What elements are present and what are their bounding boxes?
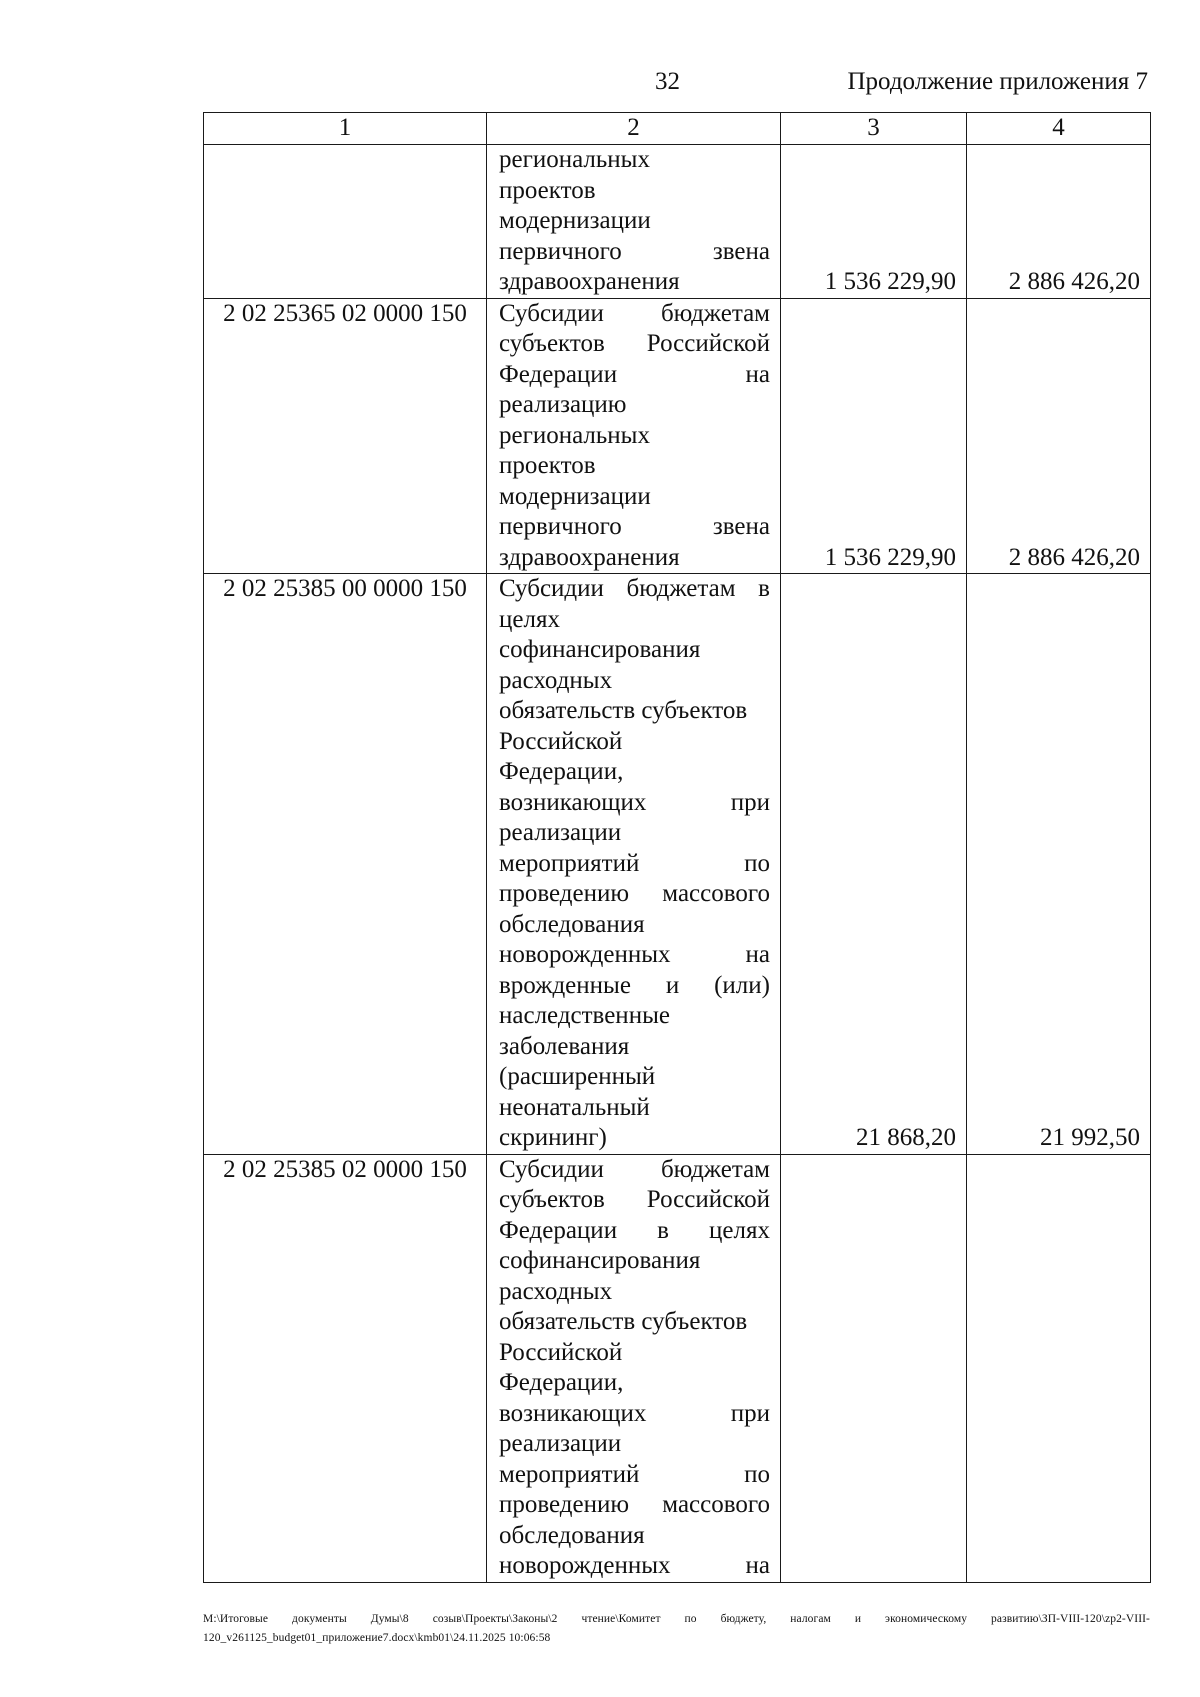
description-word: звена — [712, 513, 770, 540]
description-line — [499, 299, 770, 330]
description-line: Федерации, — [499, 758, 624, 785]
description-line: обязательств субъектов — [499, 697, 748, 724]
column-header: 4 — [967, 113, 1151, 145]
amount-cell-col3 — [781, 1154, 967, 1582]
column-header: 3 — [781, 113, 967, 145]
description-line: целях — [499, 605, 560, 633]
description-line: (расширенный — [499, 1063, 656, 1090]
description-line — [499, 879, 770, 910]
description-line: наследственные — [499, 1002, 670, 1029]
description-line: Российской — [499, 727, 623, 755]
description-word: Федерации — [499, 1216, 618, 1244]
description-line — [499, 512, 770, 543]
description-line: Федерации, — [499, 1369, 624, 1396]
budget-code-cell — [204, 145, 487, 299]
description-line: обследования — [499, 910, 645, 938]
description-word: Субсидии — [499, 575, 604, 602]
description-word: возникающих — [499, 1399, 647, 1427]
description-line — [499, 849, 770, 880]
description-cell — [487, 1154, 781, 1582]
column-header: 1 — [204, 113, 487, 145]
description-line: реализацию — [499, 391, 627, 418]
description-line: обязательств субъектов — [499, 1308, 748, 1335]
description-line — [499, 971, 770, 1002]
description-line — [499, 1216, 770, 1247]
description-line: региональных — [499, 421, 650, 449]
amount-cell-col4: 2 886 426,20 — [967, 145, 1151, 299]
description-word: бюджетам — [660, 1155, 770, 1183]
description-word: новорожденных — [499, 1552, 671, 1579]
description-word: возникающих — [499, 788, 647, 816]
description-word: первичного — [499, 237, 622, 265]
description-word: массового — [662, 880, 770, 907]
description-word: на — [745, 1552, 770, 1579]
description-word: при — [730, 788, 770, 816]
table-row — [204, 145, 1151, 299]
description-line: реализации — [499, 819, 622, 846]
description-word: в — [657, 1216, 669, 1244]
amount-cell-col4: 2 886 426,20 — [967, 298, 1151, 574]
description-line — [499, 574, 770, 605]
description-line: реализации — [499, 1430, 622, 1457]
description-word: при — [730, 1399, 770, 1427]
description-word: мероприятий — [499, 849, 640, 877]
description-line — [499, 237, 770, 268]
description-word: (или) — [714, 971, 770, 999]
description-cell — [487, 298, 781, 574]
description-line — [499, 940, 770, 971]
description-line — [499, 1551, 770, 1582]
amount-cell-col3: 1 536 229,90 — [781, 145, 967, 299]
description-line — [499, 788, 770, 819]
description-word: врожденные — [499, 971, 631, 999]
description-line: региональных — [499, 146, 650, 173]
description-word: первичного — [499, 513, 622, 540]
description-word: на — [745, 941, 770, 968]
description-cell — [487, 145, 781, 299]
description-word: по — [744, 849, 770, 877]
budget-code-cell: 2 02 25365 02 0000 150 — [204, 298, 487, 574]
description-word: Федерации — [499, 360, 618, 388]
description-line: расходных — [499, 1277, 613, 1305]
description-word: и — [665, 971, 680, 999]
description-word: Российской — [646, 1186, 770, 1213]
description-word: Субсидии — [499, 1155, 604, 1183]
budget-table — [203, 112, 1151, 1583]
description-line: Российской — [499, 1338, 623, 1366]
table-body — [204, 145, 1151, 1583]
description-line — [499, 1490, 770, 1521]
description-cell — [487, 574, 781, 1155]
description-word: по — [744, 1460, 770, 1488]
description-word: массового — [662, 1491, 770, 1518]
description-word: бюджетам — [660, 299, 770, 327]
description-word: звена — [712, 237, 770, 265]
description-word: бюджетам — [626, 575, 736, 602]
description-line: расходных — [499, 666, 613, 694]
description-word: целях — [709, 1216, 770, 1244]
page-number: 32 — [655, 68, 680, 95]
description-line: софинансирования — [499, 1247, 701, 1274]
description-word: проведению — [499, 1491, 630, 1518]
description-word: мероприятий — [499, 1460, 640, 1488]
table-row — [204, 574, 1151, 1155]
description-word: в — [758, 575, 770, 602]
table-row — [204, 1154, 1151, 1582]
description-word: проведению — [499, 880, 630, 907]
description-line: здравоохранения — [499, 543, 680, 571]
description-line: обследования — [499, 1521, 645, 1549]
description-word: на — [745, 360, 770, 388]
description-word: Российской — [646, 330, 770, 357]
document-file-path: M:\Итоговые документы Думы\8 созыв\Проекты\Законы\2 чтение\Комитет по бюджету, налогам и экономическому развитию\ЗП-VIII-120\zp2-VIII-120_v261125_budget01_приложение7.docx\kmb01\24.11.2025 10:06:58 — [203, 1613, 1150, 1644]
description-word: Субсидии — [499, 299, 604, 327]
table-row — [204, 298, 1151, 574]
description-line: неонатальный — [499, 1093, 650, 1121]
description-line: скрининг) — [499, 1124, 607, 1151]
table-header-row — [204, 113, 1151, 145]
amount-cell-col3: 21 868,20 — [781, 574, 967, 1155]
description-line — [499, 1399, 770, 1430]
description-line: проектов — [499, 452, 596, 479]
column-header: 2 — [487, 113, 781, 145]
description-line: модернизации — [499, 482, 651, 510]
description-line — [499, 1460, 770, 1491]
amount-cell-col4 — [967, 1154, 1151, 1582]
amount-cell-col3: 1 536 229,90 — [781, 298, 967, 574]
page-caption: Продолжение приложения 7 — [847, 68, 1148, 95]
description-word: субъектов — [499, 1186, 605, 1213]
amount-cell-col4: 21 992,50 — [967, 574, 1151, 1155]
description-word: субъектов — [499, 330, 605, 357]
description-line: проектов — [499, 176, 596, 204]
budget-code-cell: 2 02 25385 00 0000 150 — [204, 574, 487, 1155]
description-line — [499, 329, 770, 360]
description-line: здравоохранения — [499, 268, 680, 295]
description-line — [499, 360, 770, 391]
description-line — [499, 1185, 770, 1216]
budget-code-cell: 2 02 25385 02 0000 150 — [204, 1154, 487, 1582]
description-word: новорожденных — [499, 941, 671, 968]
description-line: софинансирования — [499, 636, 701, 663]
description-line: заболевания — [499, 1032, 630, 1060]
description-line: модернизации — [499, 207, 651, 234]
description-line — [499, 1155, 770, 1186]
